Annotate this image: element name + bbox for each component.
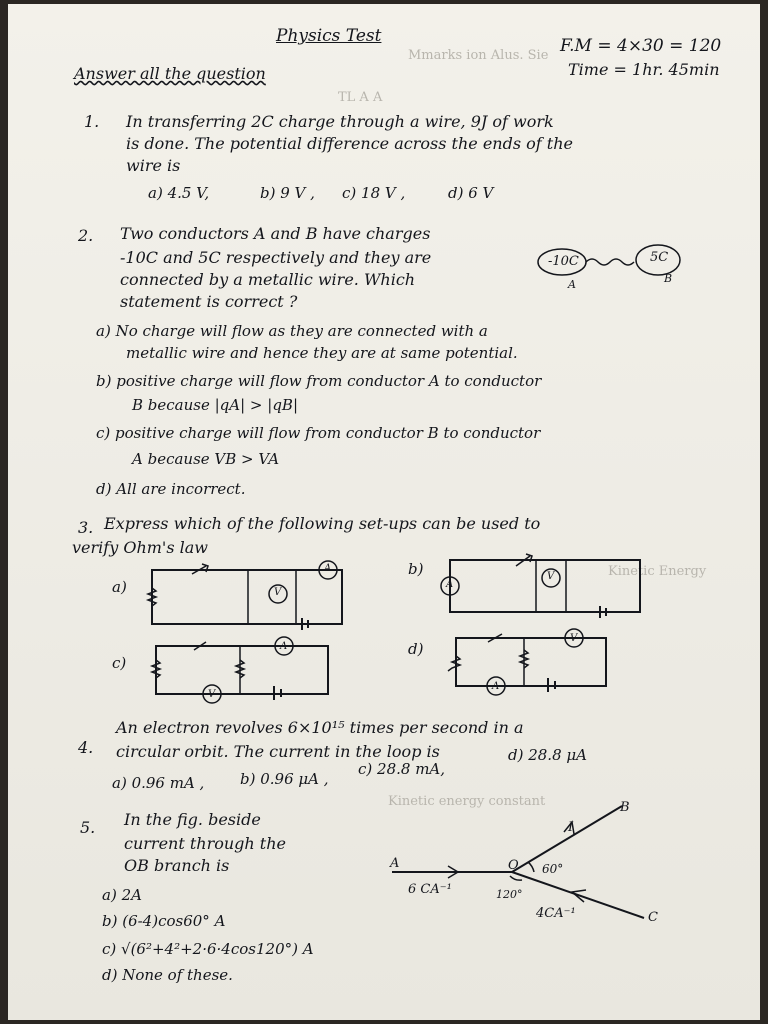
q1-option: c) 18 V , <box>342 184 406 202</box>
ghost-text: Kinetic Energy <box>608 564 707 579</box>
full-marks: F.M = 4×30 = 120 <box>560 36 722 56</box>
voltmeter-label: V <box>274 587 282 598</box>
circuit-label-b: b) <box>408 560 424 578</box>
q1-text-line: In transferring 2C charge through a wire, 9J of work <box>126 112 554 131</box>
question-number: 5. <box>80 818 96 837</box>
q5-text-line: In the fig. beside <box>124 810 261 829</box>
point-o-label: O <box>508 858 519 873</box>
question-number: 3. <box>78 518 94 537</box>
q5-text-line: OB branch is <box>124 856 230 875</box>
point-c-label: C <box>648 910 658 925</box>
question-number: 4. <box>78 738 94 757</box>
q1-option: b) 9 V , <box>260 184 315 202</box>
angle-arc <box>528 862 534 872</box>
instruction: Answer all the question <box>74 64 266 83</box>
q2-option-b: b) positive charge will flow from conductor A to conductor <box>96 372 542 390</box>
conductor-b-label: B <box>664 272 673 285</box>
ghost-text: Kinetic energy constant <box>388 794 546 809</box>
q4-option: b) 0.96 μA , <box>240 770 329 788</box>
ghost-text: Mmarks ion Alus. Sie <box>408 48 549 63</box>
q2-option-a: metallic wire and hence they are at same potential. <box>126 344 518 362</box>
current-oc-label: 4CA⁻¹ <box>536 906 576 921</box>
voltmeter-label: V <box>570 633 578 644</box>
q2-option-a: a) No charge will flow as they are connected with a <box>96 322 488 340</box>
circuit-label-c: c) <box>112 654 127 672</box>
q2-text-line: connected by a metallic wire. Which <box>120 270 416 289</box>
q5-option-a: a) 2A <box>102 886 142 904</box>
voltmeter-label: V <box>547 571 555 582</box>
ammeter-label: A <box>280 641 288 652</box>
ammeter-label: A <box>324 563 332 574</box>
q1-option: d) 6 V <box>448 184 494 202</box>
connecting-wire <box>586 259 634 265</box>
q4-option: a) 0.96 mA , <box>112 774 205 792</box>
angle-120-label: 120° <box>496 888 523 901</box>
exam-paper <box>8 4 760 1020</box>
ghost-text: TL A A <box>338 90 383 105</box>
q3-text-line: Express which of the following set-ups can be used to <box>104 514 541 533</box>
question-number: 2. <box>78 226 94 245</box>
q2-text-line: -10C and 5C respectively and they are <box>120 248 432 267</box>
q2-option-c: c) positive charge will flow from conductor B to conductor <box>96 424 541 442</box>
ammeter-label: A <box>446 579 454 590</box>
q5-option-b: b) (6-4)cos60° A <box>102 912 226 930</box>
q5-text-line: current through the <box>124 834 287 853</box>
q4-option: c) 28.8 mA, <box>358 760 446 778</box>
q1-text-line: is done. The potential difference across the ends of the <box>126 134 573 153</box>
angle-arc <box>510 876 522 880</box>
circuit-a-diagram <box>152 562 352 626</box>
q2-text-line: statement is correct ? <box>120 292 298 311</box>
circuit-label-d: d) <box>408 640 424 658</box>
angle-60-label: 60° <box>542 862 564 876</box>
page-title: Physics Test <box>276 26 382 46</box>
q2-option-c: A because VB > VA <box>132 450 280 468</box>
conductor-a-label: A <box>568 278 576 291</box>
conductor-a-charge: -10C <box>548 254 579 269</box>
q4-option: d) 28.8 μA <box>508 746 587 764</box>
q4-text-line: An electron revolves 6×10¹⁵ times per second in a <box>116 718 524 737</box>
current-ob-label: I <box>568 820 574 835</box>
resistor-icon <box>448 656 460 671</box>
circuit-d-diagram <box>454 632 614 692</box>
q5-option-d: d) None of these. <box>102 966 233 984</box>
time-allowed: Time = 1hr. 45min <box>568 60 720 79</box>
current-junction-diagram <box>388 796 678 926</box>
q3-text-line: verify Ohm's law <box>72 538 208 557</box>
q5-option-c: c) √(6²+4²+2·6·4cos120°) A <box>102 940 314 958</box>
point-a-label: A <box>390 856 400 871</box>
q1-option: a) 4.5 V, <box>148 184 210 202</box>
circuit-b-diagram <box>446 556 646 616</box>
q2-option-b: B because |qA| > |qB| <box>132 396 298 414</box>
q4-text-line: circular orbit. The current in the loop is <box>116 742 440 761</box>
q2-option-d: d) All are incorrect. <box>96 480 246 498</box>
q1-text-line: wire is <box>126 156 181 175</box>
circuit-c-diagram <box>154 640 334 700</box>
conductor-b-charge: 5C <box>650 250 669 265</box>
point-b-label: B <box>620 800 630 815</box>
q2-text-line: Two conductors A and B have charges <box>120 224 431 243</box>
circuit-label-a: a) <box>112 578 127 596</box>
current-ao-label: 6 CA⁻¹ <box>408 882 452 897</box>
question-number: 1. <box>84 112 100 131</box>
ammeter-label: A <box>492 681 500 692</box>
voltmeter-label: V <box>208 689 216 700</box>
